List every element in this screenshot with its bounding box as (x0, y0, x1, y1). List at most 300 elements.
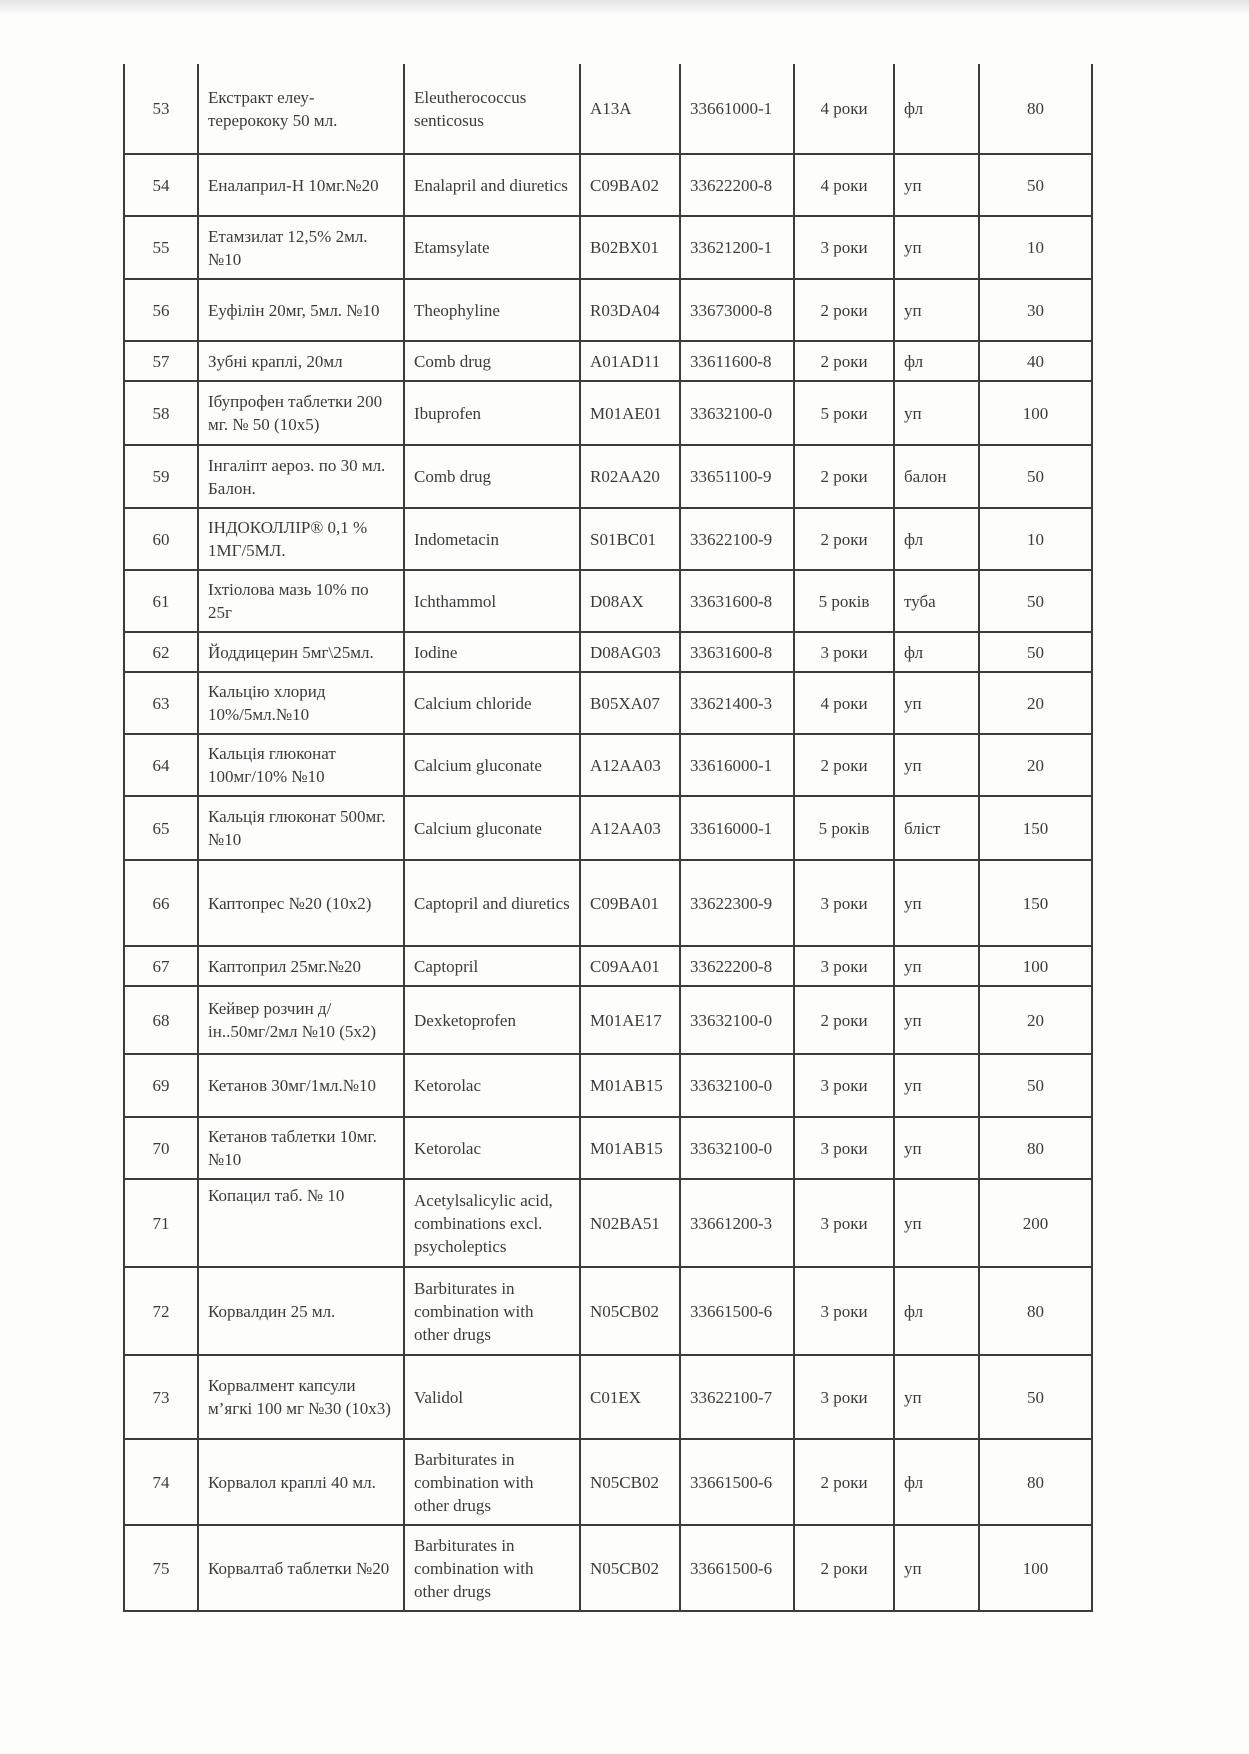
atc-code-cell (580, 672, 680, 734)
cpv-code: 33631600-8 (690, 591, 773, 611)
atc-code: C09AA01 (590, 956, 660, 976)
inn-name-cell (404, 508, 580, 570)
table-row (124, 734, 1092, 796)
quantity: 30 (1027, 300, 1044, 320)
shelf-life-cell (794, 570, 894, 632)
shelf-life-cell (794, 1267, 894, 1355)
drug-name-cell (198, 734, 404, 796)
drug-name: Кальція глюконат 500мг. №10 (208, 807, 386, 849)
cpv-code-cell (680, 860, 794, 946)
shelf-life: 5 роки (820, 403, 868, 423)
cpv-code-cell (680, 279, 794, 341)
cpv-code-cell (680, 1179, 794, 1267)
drug-name: Кальцію хлорид 10%/5мл.№10 (208, 682, 326, 724)
drug-name-cell (198, 1355, 404, 1439)
quantity: 100 (1022, 956, 1049, 976)
shelf-life-cell (794, 64, 894, 154)
table-row (124, 64, 1092, 154)
shelf-life-cell (794, 1355, 894, 1439)
row-number-cell (124, 734, 198, 796)
table-row (124, 1117, 1092, 1179)
cpv-code-cell (680, 632, 794, 672)
unit: уп (904, 300, 922, 320)
inn-name: Eleutherococcus senticosus (414, 87, 527, 130)
shelf-life-cell (794, 1179, 894, 1267)
inn-name: Acetylsalicylic acid, combinations excl. psycholeptics (414, 1190, 553, 1256)
row-number-cell (124, 1267, 198, 1355)
table-row (124, 1525, 1092, 1611)
atc-code-cell (580, 860, 680, 946)
atc-code-cell (580, 1267, 680, 1355)
atc-code: M01AB15 (590, 1138, 663, 1158)
drug-name-cell (198, 986, 404, 1054)
quantity-cell (979, 986, 1092, 1054)
cpv-code: 33631600-8 (690, 642, 773, 662)
unit-cell (894, 1525, 979, 1611)
drug-name-cell (198, 154, 404, 216)
cpv-code-cell (680, 1117, 794, 1179)
shelf-life-cell (794, 1525, 894, 1611)
inn-name-cell (404, 445, 580, 508)
quantity: 20 (1027, 693, 1044, 713)
shelf-life-cell (794, 381, 894, 445)
row-number-cell (124, 154, 198, 216)
inn-name: Indometacin (414, 529, 499, 549)
unit: фл (904, 642, 924, 662)
quantity: 10 (1027, 238, 1044, 257)
cpv-code: 33632100-0 (690, 403, 773, 423)
unit: туба (904, 591, 936, 611)
drug-name-cell (198, 570, 404, 632)
table-row (124, 796, 1092, 860)
drug-name: Ібупрофен таблетки 200 мг. № 50 (10x5) (208, 392, 383, 434)
cpv-code: 33632100-0 (690, 1138, 773, 1158)
inn-name-cell (404, 672, 580, 734)
row-number: 74 (152, 1472, 170, 1492)
cpv-code-cell (680, 796, 794, 860)
quantity-cell (979, 946, 1092, 986)
drug-name: Каптопрес №20 (10x2) (208, 893, 372, 913)
drug-name: Йоддицерин 5мг\25мл. (208, 642, 374, 662)
inn-name-cell (404, 341, 580, 381)
table-row (124, 1439, 1092, 1525)
row-number: 72 (152, 1301, 170, 1321)
shelf-life: 3 роки (820, 1387, 868, 1407)
row-number-cell (124, 860, 198, 946)
atc-code: R02AA20 (590, 467, 660, 486)
quantity: 50 (1027, 1076, 1044, 1095)
inn-name-cell (404, 1355, 580, 1439)
quantity-cell (979, 1267, 1092, 1355)
shelf-life: 5 років (818, 591, 870, 611)
row-number-cell (124, 1179, 198, 1267)
row-number: 69 (152, 1076, 170, 1095)
row-number: 57 (152, 351, 170, 371)
quantity-cell (979, 381, 1092, 445)
row-number: 73 (152, 1387, 170, 1407)
unit-cell (894, 1054, 979, 1117)
table-row (124, 381, 1092, 445)
cpv-code: 33622200-8 (690, 956, 773, 976)
atc-code-cell (580, 1439, 680, 1525)
drug-name-cell (198, 1117, 404, 1179)
drug-name-cell (198, 672, 404, 734)
row-number: 66 (152, 893, 170, 913)
unit: уп (904, 755, 922, 775)
drug-name: Кетанов 30мг/1мл.№10 (208, 1076, 376, 1095)
quantity-cell (979, 860, 1092, 946)
inn-name: Calcium gluconate (414, 818, 542, 838)
shelf-life-cell (794, 734, 894, 796)
table-row (124, 279, 1092, 341)
row-number-cell (124, 445, 198, 508)
unit: уп (904, 1213, 922, 1233)
atc-code: B05XA07 (590, 693, 660, 713)
shelf-life: 2 роки (820, 529, 868, 549)
drug-name: Екстракт елеу-терерококу 50 мл. (208, 87, 338, 130)
table-row (124, 1179, 1092, 1267)
atc-code-cell (580, 341, 680, 381)
unit: уп (904, 175, 922, 195)
inn-name: Etamsylate (414, 238, 490, 257)
cpv-code-cell (680, 216, 794, 279)
unit: уп (904, 1010, 922, 1030)
shelf-life: 2 роки (820, 1558, 868, 1578)
row-number-cell (124, 341, 198, 381)
cpv-code: 33622100-9 (690, 529, 773, 549)
row-number: 67 (152, 956, 170, 976)
shelf-life: 4 роки (820, 175, 868, 195)
row-number-cell (124, 986, 198, 1054)
row-number-cell (124, 1525, 198, 1611)
atc-code: N05CB02 (590, 1472, 659, 1492)
quantity-cell (979, 1525, 1092, 1611)
atc-code: R03DA04 (590, 300, 660, 320)
atc-code: N05CB02 (590, 1558, 659, 1578)
quantity: 200 (1022, 1213, 1049, 1233)
unit: уп (904, 403, 922, 423)
row-number-cell (124, 216, 198, 279)
row-number-cell (124, 64, 198, 154)
cpv-code: 33632100-0 (690, 1076, 773, 1095)
cpv-code-cell (680, 341, 794, 381)
row-number-cell (124, 1355, 198, 1439)
unit-cell (894, 1267, 979, 1355)
quantity: 50 (1027, 1387, 1044, 1407)
row-number: 62 (152, 642, 170, 662)
cpv-code-cell (680, 1054, 794, 1117)
quantity: 50 (1027, 467, 1044, 486)
row-number-cell (124, 632, 198, 672)
cpv-code-cell (680, 734, 794, 796)
table-row (124, 860, 1092, 946)
atc-code-cell (580, 570, 680, 632)
quantity: 80 (1027, 1138, 1044, 1158)
shelf-life: 3 роки (820, 642, 868, 662)
shelf-life: 2 роки (820, 467, 868, 486)
quantity: 150 (1022, 818, 1049, 838)
unit-cell (894, 341, 979, 381)
row-number-cell (124, 570, 198, 632)
atc-code: M01AB15 (590, 1076, 663, 1095)
shelf-life-cell (794, 1054, 894, 1117)
unit: уп (904, 893, 922, 913)
drug-name-cell (198, 860, 404, 946)
drug-name-cell (198, 946, 404, 986)
drug-name-cell (198, 1267, 404, 1355)
inn-name-cell (404, 632, 580, 672)
cpv-code: 33616000-1 (690, 818, 773, 838)
inn-name: Captopril (414, 956, 479, 976)
inn-name-cell (404, 796, 580, 860)
atc-code-cell (580, 632, 680, 672)
row-number: 55 (152, 238, 170, 257)
inn-name-cell (404, 154, 580, 216)
shelf-life: 3 роки (820, 1301, 868, 1321)
inn-name: Comb drug (414, 351, 491, 371)
shelf-life: 2 роки (820, 300, 868, 320)
table-row (124, 216, 1092, 279)
atc-code-cell (580, 508, 680, 570)
shelf-life: 4 роки (820, 693, 868, 713)
cpv-code-cell (680, 445, 794, 508)
unit-cell (894, 64, 979, 154)
table-row (124, 341, 1092, 381)
quantity: 150 (1022, 893, 1049, 913)
drug-name-cell (198, 632, 404, 672)
unit: уп (904, 1138, 922, 1158)
cpv-code: 33621400-3 (690, 693, 773, 713)
row-number: 64 (152, 755, 170, 775)
inn-name-cell (404, 1525, 580, 1611)
cpv-code-cell (680, 64, 794, 154)
row-number: 71 (152, 1213, 170, 1233)
inn-name: Ichthammol (414, 591, 497, 611)
quantity: 50 (1027, 642, 1044, 662)
unit-cell (894, 1355, 979, 1439)
atc-code-cell (580, 986, 680, 1054)
quantity: 20 (1027, 755, 1044, 775)
quantity-cell (979, 672, 1092, 734)
drug-name: Кетанов таблетки 10мг. №10 (208, 1127, 377, 1169)
drug-name-cell (198, 381, 404, 445)
inn-name-cell (404, 860, 580, 946)
table-row (124, 1267, 1092, 1355)
unit-cell (894, 445, 979, 508)
unit-cell (894, 946, 979, 986)
inn-name-cell (404, 570, 580, 632)
unit: уп (904, 1076, 922, 1095)
row-number: 65 (152, 818, 170, 838)
atc-code: A01AD11 (590, 351, 661, 371)
atc-code-cell (580, 1179, 680, 1267)
cpv-code: 33622300-9 (690, 893, 773, 913)
drug-name: Каптоприл 25мг.№20 (208, 956, 361, 976)
unit-cell (894, 1179, 979, 1267)
cpv-code-cell (680, 154, 794, 216)
unit-cell (894, 1439, 979, 1525)
table-row (124, 632, 1092, 672)
drug-name: Копацил таб. № 10 (208, 1186, 345, 1205)
row-number: 59 (152, 467, 170, 486)
quantity-cell (979, 632, 1092, 672)
atc-code-cell (580, 1525, 680, 1611)
drug-name-cell (198, 1525, 404, 1611)
unit: фл (904, 529, 924, 549)
drug-name: Корвалтаб таблетки №20 (208, 1558, 390, 1578)
quantity: 40 (1027, 351, 1044, 371)
shelf-life-cell (794, 216, 894, 279)
row-number: 70 (152, 1138, 170, 1158)
row-number-cell (124, 381, 198, 445)
cpv-code: 33622100-7 (690, 1387, 773, 1407)
drug-name-cell (198, 64, 404, 154)
unit: балон (904, 467, 947, 486)
row-number-cell (124, 1117, 198, 1179)
cpv-code: 33661500-6 (690, 1472, 773, 1492)
cpv-code-cell (680, 1267, 794, 1355)
quantity: 50 (1027, 175, 1044, 195)
drug-name: Еуфілін 20мг, 5мл. №10 (208, 300, 380, 320)
inn-name: Ibuprofen (414, 403, 482, 423)
cpv-code-cell (680, 672, 794, 734)
drug-name: ІНДОКОЛЛІР® 0,1 % 1МГ/5МЛ. (208, 518, 368, 560)
cpv-code: 33661500-6 (690, 1301, 773, 1321)
drug-name: Іхтіолова мазь 10% по 25г (208, 580, 369, 622)
table-body (124, 64, 1092, 1611)
inn-name: Enalapril and diuretics (414, 175, 568, 195)
shelf-life-cell (794, 279, 894, 341)
drug-name-cell (198, 341, 404, 381)
unit: фл (904, 351, 924, 371)
cpv-code-cell (680, 570, 794, 632)
cpv-code: 33651100-9 (690, 467, 772, 486)
drug-name: Корвалмент капсули м’ягкі 100 мг №30 (10x3) (208, 1376, 391, 1418)
quantity: 80 (1027, 1472, 1044, 1492)
inn-name-cell (404, 946, 580, 986)
row-number: 53 (152, 99, 170, 118)
cpv-code-cell (680, 1355, 794, 1439)
inn-name: Ketorolac (414, 1076, 482, 1095)
quantity-cell (979, 796, 1092, 860)
unit: бліст (904, 818, 941, 838)
inn-name-cell (404, 216, 580, 279)
quantity-cell (979, 341, 1092, 381)
row-number-cell (124, 672, 198, 734)
atc-code: M01AE17 (590, 1010, 662, 1030)
shelf-life-cell (794, 672, 894, 734)
quantity-cell (979, 1117, 1092, 1179)
quantity-cell (979, 216, 1092, 279)
shelf-life: 3 роки (820, 893, 868, 913)
quantity: 80 (1027, 1301, 1044, 1321)
quantity-cell (979, 1179, 1092, 1267)
quantity: 80 (1027, 99, 1044, 118)
drug-name: Інгаліпт аероз. по 30 мл. Балон. (208, 455, 386, 498)
shelf-life: 5 років (818, 818, 870, 838)
inn-name: Barbiturates in combination with other drugs (414, 1278, 534, 1344)
drug-name-cell (198, 1054, 404, 1117)
drug-name-cell (198, 445, 404, 508)
cpv-code-cell (680, 508, 794, 570)
atc-code: D08AX (590, 591, 644, 611)
atc-code-cell (580, 64, 680, 154)
unit-cell (894, 860, 979, 946)
shelf-life: 4 роки (820, 99, 868, 118)
row-number: 56 (152, 300, 170, 320)
unit: фл (904, 1301, 924, 1321)
inn-name: Dexketoprofen (414, 1010, 516, 1030)
row-number: 68 (152, 1010, 170, 1030)
quantity-cell (979, 1439, 1092, 1525)
shelf-life-cell (794, 1439, 894, 1525)
inn-name-cell (404, 64, 580, 154)
row-number-cell (124, 946, 198, 986)
shelf-life-cell (794, 445, 894, 508)
quantity: 50 (1027, 591, 1044, 611)
inn-name: Validol (414, 1387, 464, 1407)
unit-cell (894, 381, 979, 445)
inn-name-cell (404, 1117, 580, 1179)
atc-code-cell (580, 946, 680, 986)
unit-cell (894, 672, 979, 734)
quantity: 10 (1027, 529, 1044, 549)
quantity-cell (979, 279, 1092, 341)
drug-name-cell (198, 1439, 404, 1525)
unit-cell (894, 154, 979, 216)
atc-code: M01AE01 (590, 403, 662, 423)
atc-code-cell (580, 445, 680, 508)
row-number-cell (124, 796, 198, 860)
cpv-code: 33616000-1 (690, 755, 773, 775)
atc-code-cell (580, 796, 680, 860)
shelf-life: 3 роки (820, 1138, 868, 1158)
shelf-life: 2 роки (820, 755, 868, 775)
row-number: 58 (152, 403, 170, 423)
cpv-code: 33661000-1 (690, 99, 773, 118)
inn-name: Barbiturates in combination with other drugs (414, 1449, 534, 1515)
drug-name-cell (198, 279, 404, 341)
row-number-cell (124, 279, 198, 341)
drug-name-cell (198, 796, 404, 860)
unit-cell (894, 632, 979, 672)
table-row (124, 1054, 1092, 1117)
shelf-life: 3 роки (820, 1213, 868, 1233)
unit-cell (894, 796, 979, 860)
inn-name: Captopril and diuretics (414, 893, 570, 913)
quantity: 100 (1022, 403, 1049, 423)
unit: фл (904, 99, 924, 118)
inn-name-cell (404, 381, 580, 445)
cpv-code: 33632100-0 (690, 1010, 773, 1030)
shelf-life: 3 роки (820, 238, 868, 257)
shelf-life-cell (794, 341, 894, 381)
table-row (124, 508, 1092, 570)
atc-code-cell (580, 1355, 680, 1439)
scan-edge-shadow (0, 0, 1249, 14)
atc-code: C01EX (590, 1387, 641, 1407)
inn-name-cell (404, 1439, 580, 1525)
cpv-code: 33611600-8 (690, 351, 772, 371)
drug-name: Етамзилат 12,5% 2мл. №10 (208, 226, 368, 269)
cpv-code: 33622200-8 (690, 175, 773, 195)
atc-code-cell (580, 381, 680, 445)
inn-name-cell (404, 279, 580, 341)
unit-cell (894, 986, 979, 1054)
cpv-code-cell (680, 986, 794, 1054)
inn-name: Calcium gluconate (414, 755, 542, 775)
drug-name: Еналаприл-Н 10мг.№20 (208, 175, 379, 195)
